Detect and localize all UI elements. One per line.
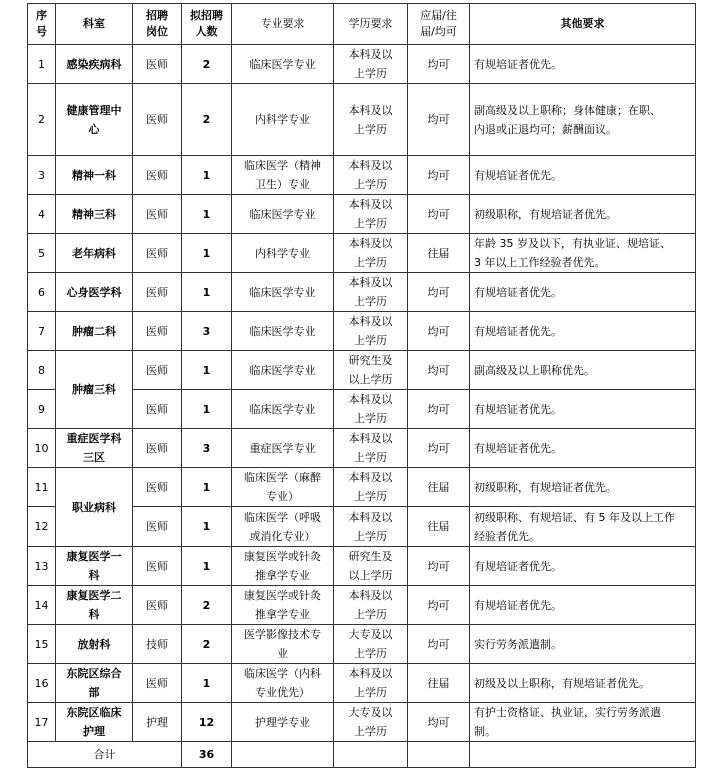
cell-seq: 1 <box>28 45 56 84</box>
cell-other: 副高级及以上职称优先。 <box>470 351 696 390</box>
cell-seq: 6 <box>28 273 56 312</box>
cell-count: 1 <box>182 507 232 547</box>
cell-grad: 往届 <box>408 468 470 507</box>
header-grad: 应届/往 届/均可 <box>408 4 470 45</box>
cell-count: 2 <box>182 84 232 156</box>
recruitment-table-container <box>27 3 696 768</box>
cell-other: 初级职称，有规培证者优先。 <box>470 195 696 234</box>
cell-post: 医师 <box>133 273 182 312</box>
cell-major: 临床医学（呼吸 或消化专业） <box>232 507 334 547</box>
cell-edu: 本科及以 上学历 <box>334 312 408 351</box>
cell-edu: 大专及以 上学历 <box>334 703 408 742</box>
cell-major: 康复医学或针灸 推拿学专业 <box>232 586 334 625</box>
table-row <box>28 156 696 195</box>
cell-other: 有规培证者优先。 <box>470 390 696 429</box>
cell-major: 临床医学（精神 卫生）专业 <box>232 156 334 195</box>
cell-grad: 均可 <box>408 195 470 234</box>
cell-other: 有规培证者优先。 <box>470 45 696 84</box>
cell-post: 医师 <box>133 84 182 156</box>
cell-post: 护理 <box>133 703 182 742</box>
total-label: 合计 <box>28 742 182 768</box>
cell-major: 康复医学或针灸 推拿学专业 <box>232 547 334 586</box>
cell-grad: 均可 <box>408 547 470 586</box>
cell-edu: 本科及以 上学历 <box>334 429 408 468</box>
cell-edu: 研究生及 以上学历 <box>334 547 408 586</box>
cell-major: 医学影像技术专 业 <box>232 625 334 664</box>
cell-other: 有规培证者优先。 <box>470 156 696 195</box>
total-empty-other <box>470 742 696 768</box>
cell-count: 2 <box>182 586 232 625</box>
cell-dept: 精神一科 <box>56 156 133 195</box>
cell-dept: 放射科 <box>56 625 133 664</box>
cell-post: 医师 <box>133 468 182 507</box>
cell-count: 1 <box>182 468 232 507</box>
table-row <box>28 468 696 507</box>
cell-post: 医师 <box>133 312 182 351</box>
cell-dept: 东院区临床 护理 <box>56 703 133 742</box>
cell-other: 有规培证者优先。 <box>470 273 696 312</box>
cell-edu: 本科及以 上学历 <box>334 507 408 547</box>
table-row <box>28 351 696 390</box>
cell-count: 1 <box>182 195 232 234</box>
cell-major: 临床医学专业 <box>232 312 334 351</box>
cell-seq: 9 <box>28 390 56 429</box>
cell-grad: 往届 <box>408 234 470 273</box>
cell-seq: 3 <box>28 156 56 195</box>
cell-count: 1 <box>182 664 232 703</box>
cell-major: 重症医学专业 <box>232 429 334 468</box>
cell-post: 医师 <box>133 156 182 195</box>
total-empty-edu <box>334 742 408 768</box>
cell-dept: 肿瘤二科 <box>56 312 133 351</box>
cell-grad: 均可 <box>408 273 470 312</box>
cell-grad: 均可 <box>408 312 470 351</box>
cell-count: 1 <box>182 156 232 195</box>
cell-edu: 本科及以 上学历 <box>334 664 408 703</box>
cell-seq: 17 <box>28 703 56 742</box>
table-body <box>28 45 696 768</box>
cell-seq: 7 <box>28 312 56 351</box>
cell-grad: 均可 <box>408 156 470 195</box>
cell-post: 医师 <box>133 351 182 390</box>
cell-post: 医师 <box>133 390 182 429</box>
cell-grad: 往届 <box>408 664 470 703</box>
cell-other: 初级及以上职称，有规培证者优先。 <box>470 664 696 703</box>
table-row <box>28 429 696 468</box>
cell-post: 医师 <box>133 234 182 273</box>
table-row <box>28 664 696 703</box>
table-row <box>28 586 696 625</box>
table-row <box>28 625 696 664</box>
cell-major: 临床医学专业 <box>232 45 334 84</box>
cell-other: 年龄 35 岁及以下，有执业证、规培证、 3 年以上工作经验者优先。 <box>470 234 696 273</box>
cell-dept: 感染疾病科 <box>56 45 133 84</box>
cell-seq: 11 <box>28 468 56 507</box>
cell-edu: 本科及以 上学历 <box>334 390 408 429</box>
cell-post: 医师 <box>133 547 182 586</box>
cell-edu: 本科及以 上学历 <box>334 156 408 195</box>
cell-edu: 研究生及 以上学历 <box>334 351 408 390</box>
recruitment-table <box>27 3 696 768</box>
table-row <box>28 547 696 586</box>
cell-post: 医师 <box>133 664 182 703</box>
cell-grad: 均可 <box>408 586 470 625</box>
cell-other: 实行劳务派遣制。 <box>470 625 696 664</box>
cell-other: 有规培证者优先。 <box>470 547 696 586</box>
header-row <box>28 4 696 45</box>
cell-edu: 本科及以 上学历 <box>334 586 408 625</box>
table-row <box>28 45 696 84</box>
cell-post: 医师 <box>133 195 182 234</box>
total-row <box>28 742 696 768</box>
cell-major: 临床医学专业 <box>232 195 334 234</box>
cell-grad: 均可 <box>408 351 470 390</box>
cell-other: 有规培证者优先。 <box>470 586 696 625</box>
cell-post: 医师 <box>133 45 182 84</box>
cell-count: 1 <box>182 351 232 390</box>
cell-seq: 10 <box>28 429 56 468</box>
cell-edu: 本科及以 上学历 <box>334 45 408 84</box>
cell-major: 临床医学专业 <box>232 273 334 312</box>
header-edu: 学历要求 <box>334 4 408 45</box>
cell-count: 3 <box>182 429 232 468</box>
cell-grad: 均可 <box>408 625 470 664</box>
table-header <box>28 4 696 45</box>
cell-edu: 本科及以 上学历 <box>334 84 408 156</box>
cell-major: 临床医学专业 <box>232 351 334 390</box>
cell-other: 有规培证者优先。 <box>470 312 696 351</box>
cell-seq: 14 <box>28 586 56 625</box>
total-empty-grad <box>408 742 470 768</box>
header-post: 招聘 岗位 <box>133 4 182 45</box>
cell-major: 护理学专业 <box>232 703 334 742</box>
cell-other: 初级职称，有规培证者优先。 <box>470 468 696 507</box>
cell-other: 初级职称、有规培证、有 5 年及以上工作 经验者优先。 <box>470 507 696 547</box>
header-major: 专业要求 <box>232 4 334 45</box>
cell-major: 临床医学（内科 专业优先） <box>232 664 334 703</box>
cell-seq: 12 <box>28 507 56 547</box>
header-count: 拟招聘 人数 <box>182 4 232 45</box>
cell-grad: 均可 <box>408 84 470 156</box>
cell-dept: 东院区综合 部 <box>56 664 133 703</box>
cell-grad: 均可 <box>408 45 470 84</box>
cell-dept: 老年病科 <box>56 234 133 273</box>
cell-post: 技师 <box>133 625 182 664</box>
cell-major: 内科学专业 <box>232 84 334 156</box>
cell-major: 临床医学专业 <box>232 390 334 429</box>
cell-dept: 康复医学二 科 <box>56 586 133 625</box>
cell-seq: 16 <box>28 664 56 703</box>
cell-count: 2 <box>182 625 232 664</box>
cell-grad: 均可 <box>408 703 470 742</box>
cell-dept: 肿瘤三科 <box>56 351 133 429</box>
cell-count: 2 <box>182 45 232 84</box>
table-row <box>28 273 696 312</box>
cell-major: 内科学专业 <box>232 234 334 273</box>
table-row <box>28 703 696 742</box>
total-count: 36 <box>182 742 232 768</box>
cell-major: 临床医学（麻醉 专业） <box>232 468 334 507</box>
cell-seq: 13 <box>28 547 56 586</box>
cell-grad: 往届 <box>408 507 470 547</box>
cell-dept: 健康管理中 心 <box>56 84 133 156</box>
cell-dept: 职业病科 <box>56 468 133 547</box>
cell-edu: 本科及以 上学历 <box>334 195 408 234</box>
table-row <box>28 84 696 156</box>
table-row <box>28 234 696 273</box>
cell-edu: 大专及以 上学历 <box>334 625 408 664</box>
header-dept: 科室 <box>56 4 133 45</box>
cell-post: 医师 <box>133 429 182 468</box>
cell-seq: 2 <box>28 84 56 156</box>
cell-edu: 本科及以 上学历 <box>334 234 408 273</box>
table-row <box>28 195 696 234</box>
cell-seq: 15 <box>28 625 56 664</box>
cell-count: 12 <box>182 703 232 742</box>
cell-grad: 均可 <box>408 390 470 429</box>
cell-other: 有护士资格证、执业证，实行劳务派遣 制。 <box>470 703 696 742</box>
cell-post: 医师 <box>133 586 182 625</box>
cell-count: 1 <box>182 234 232 273</box>
header-other: 其他要求 <box>470 4 696 45</box>
cell-seq: 8 <box>28 351 56 390</box>
total-empty-major <box>232 742 334 768</box>
cell-seq: 4 <box>28 195 56 234</box>
cell-dept: 康复医学一 科 <box>56 547 133 586</box>
cell-count: 1 <box>182 390 232 429</box>
header-seq: 序 号 <box>28 4 56 45</box>
cell-dept: 精神三科 <box>56 195 133 234</box>
cell-count: 1 <box>182 273 232 312</box>
cell-count: 1 <box>182 547 232 586</box>
cell-count: 3 <box>182 312 232 351</box>
cell-post: 医师 <box>133 507 182 547</box>
cell-seq: 5 <box>28 234 56 273</box>
cell-dept: 重症医学科 三区 <box>56 429 133 468</box>
cell-other: 有规培证者优先。 <box>470 429 696 468</box>
table-row <box>28 312 696 351</box>
cell-edu: 本科及以 上学历 <box>334 273 408 312</box>
cell-other: 副高级及以上职称；身体健康；在职、 内退或正退均可；薪酬面议。 <box>470 84 696 156</box>
cell-dept: 心身医学科 <box>56 273 133 312</box>
cell-grad: 均可 <box>408 429 470 468</box>
cell-edu: 本科及以 上学历 <box>334 468 408 507</box>
